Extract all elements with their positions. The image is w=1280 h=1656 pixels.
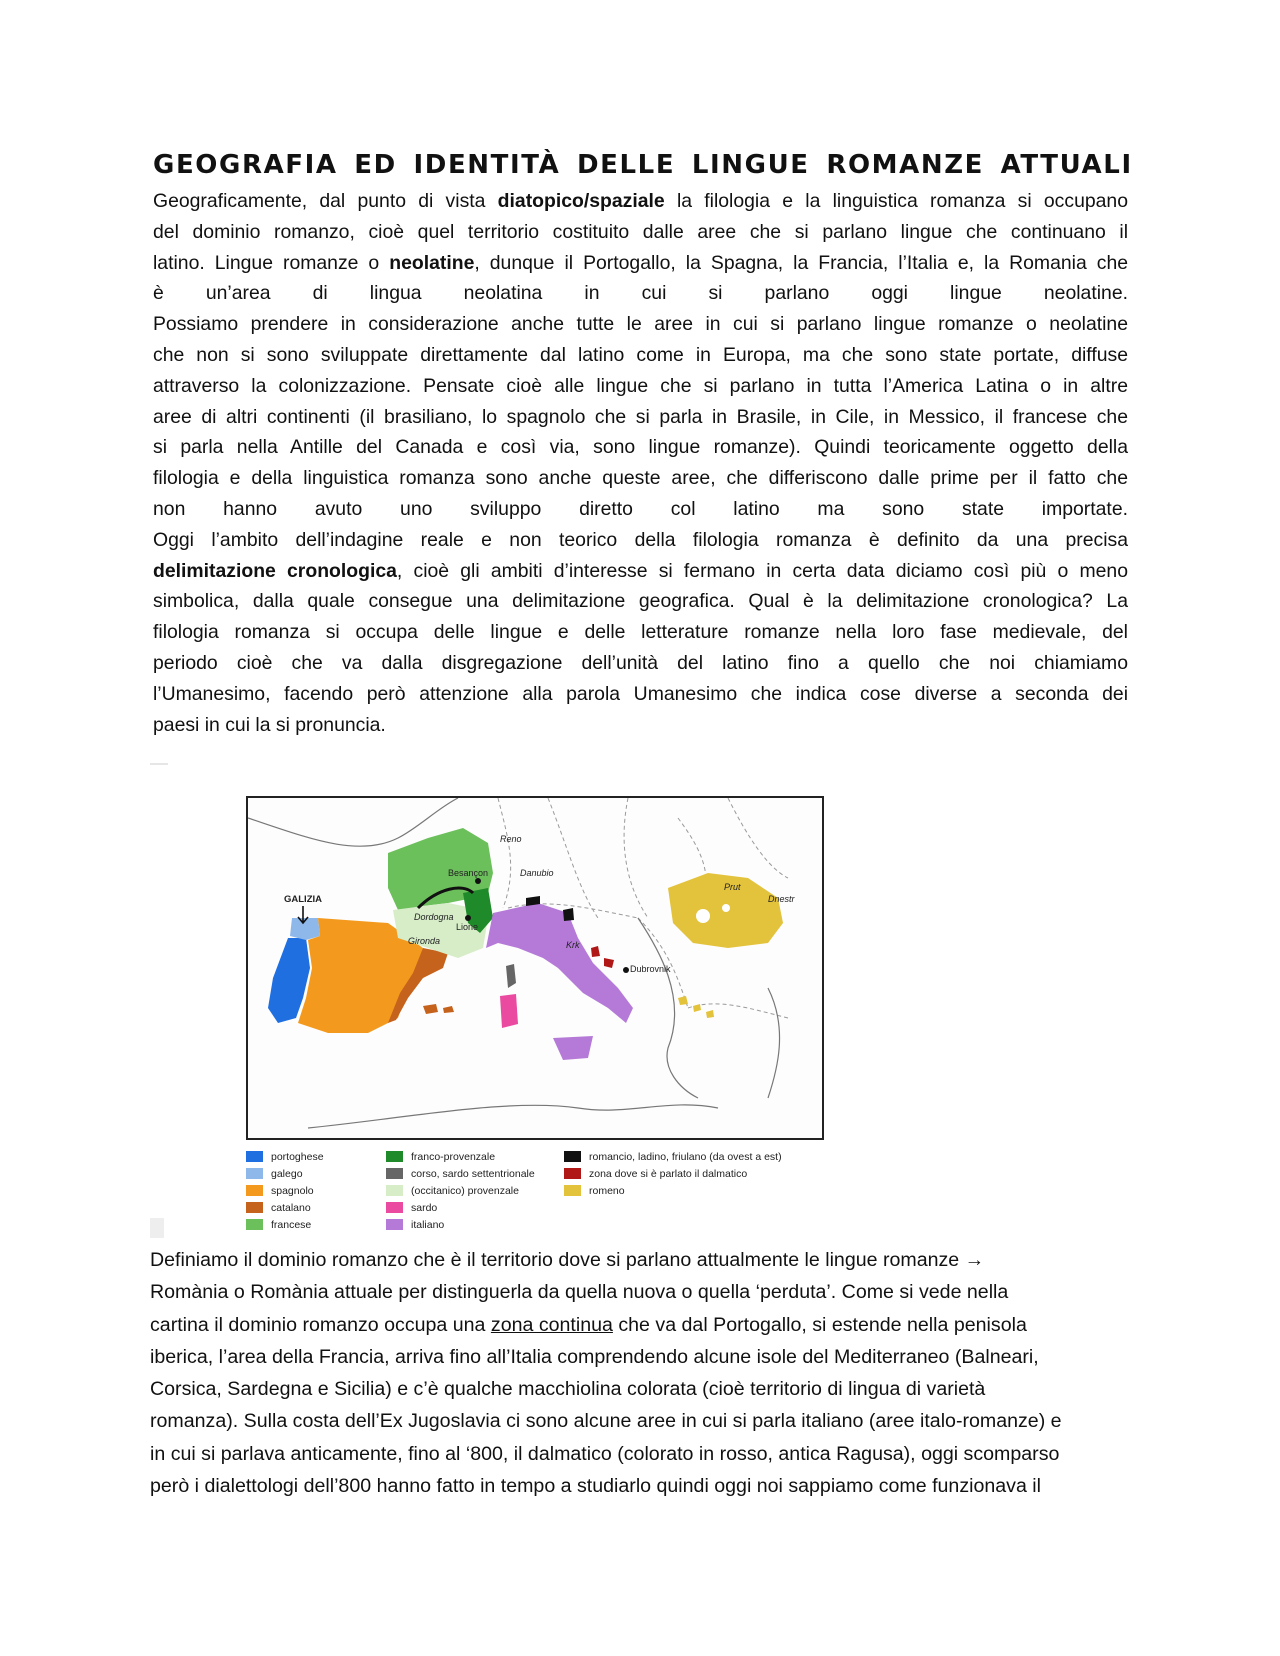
label-galizia: GALIZIA — [284, 894, 322, 905]
intro-paragraph — [153, 186, 1128, 740]
map-blank-area — [696, 909, 710, 923]
text-line: del dominio romanzo, cioè quel territorio costituito dalle aree che si parlano lingue che continuano il — [153, 220, 1128, 243]
region-romeno-islands — [678, 996, 714, 1018]
label-krk: Krk — [566, 940, 580, 950]
legend-swatch — [246, 1151, 263, 1162]
legend-swatch — [246, 1168, 263, 1179]
map-image — [246, 796, 824, 1140]
bold-term: neolatine — [389, 251, 475, 274]
legend-swatch — [386, 1202, 403, 1213]
legend-swatch — [246, 1202, 263, 1213]
legend-swatch — [386, 1219, 403, 1230]
legend-column — [564, 1148, 782, 1199]
legend-item: francese — [246, 1216, 324, 1233]
text-line: romanza). Sulla costa dell’Ex Jugoslavia ci sono alcune aree in cui si parla italiano (aree italo-romanze) e — [150, 1410, 1062, 1433]
bold-term: diatopico/spaziale — [497, 190, 665, 212]
legend-swatch — [246, 1219, 263, 1230]
text-line: filologia romanza si occupa delle lingue e delle letterature romanze nella loro fase medievale, del — [153, 621, 1128, 644]
map-drawing — [248, 798, 822, 1138]
legend-swatch — [386, 1185, 403, 1196]
label-prut: Prut — [724, 882, 741, 892]
bold-term: delimitazione cronologica — [153, 559, 397, 582]
label-dordogna: Dordogna — [414, 912, 454, 922]
legend-swatch — [386, 1168, 403, 1179]
text-line: Definiamo il dominio romanzo che è il territorio dove si parlano attualmente le lingue romanze → — [150, 1249, 985, 1271]
label-dubrovnik: Dubrovnik — [630, 964, 671, 974]
legend-item: spagnolo — [246, 1182, 324, 1199]
text-line: latino. Lingue romanze o neolatine, dunque il Portogallo, la Spagna, la Francia, l’Italia e, la Romania che — [153, 251, 1129, 274]
text-line: si parla nella Antille del Canada e così via, sono lingue romanze). Quindi teoricamente oggetto della — [153, 436, 1128, 459]
region-italiano-sicily — [553, 1036, 593, 1060]
legend-swatch — [564, 1168, 581, 1179]
legend-item: franco-provenzale — [386, 1148, 535, 1165]
region-catalano-islands — [423, 1004, 454, 1014]
label-dnestr: Dnestr — [768, 894, 795, 904]
label-danubio: Danubio — [520, 868, 554, 878]
legend-swatch — [564, 1185, 581, 1196]
romance-languages-map — [150, 760, 830, 1240]
text-line: però i dialettologi dell’800 hanno fatto in tempo a studiarlo quindi oggi noi sappiamo come funzionava il — [150, 1475, 1042, 1498]
text-line: che non si sono sviluppate direttamente dal latino come in Europa, ma che sono state portate, diffuse — [153, 343, 1128, 366]
legend-swatch — [246, 1185, 263, 1196]
legend-item: zona dove si è parlato il dalmatico — [564, 1165, 782, 1182]
region-corso — [506, 964, 516, 988]
legend-item: galego — [246, 1165, 324, 1182]
legend-item: portoghese — [246, 1148, 324, 1165]
text-line: l’Umanesimo, facendo però attenzione alla parola Umanesimo che indica cose diverse a seconda dei — [153, 682, 1128, 705]
text-line: delimitazione cronologica, cioè gli ambiti d’interesse si fermano in certa data diciamo così più o meno — [153, 559, 1128, 582]
legend-item: italiano — [386, 1216, 535, 1233]
text-line: Romània o Romània attuale per distinguerla da quella nuova o quella ‘perduta’. Come si vede nella — [150, 1281, 1009, 1304]
text-line: filologia e della linguistica romanza sono anche queste aree, che differiscono dalle prime per il fatto che — [153, 467, 1128, 490]
legend-column — [386, 1148, 535, 1233]
text-line: paesi in cui la si pronuncia. — [153, 713, 386, 736]
label-reno: Reno — [500, 834, 522, 844]
text-line: aree di altri continenti (il brasiliano, lo spagnolo che si parla in Brasile, in Cile, in Messico, il francese che — [153, 405, 1128, 428]
label-besancon: Besançon — [448, 868, 489, 878]
text-line: simbolica, dalla quale consegue una delimitazione geografica. Qual è la delimitazione cronologica? La — [153, 590, 1128, 613]
legend-item: romeno — [564, 1182, 782, 1199]
city-dot-besancon — [475, 878, 481, 884]
text-line: periodo cioè che va dalla disgregazione dell’unità del latino fino a quello che noi chiamiamo — [153, 651, 1128, 674]
text-line: Oggi l’ambito dell’indagine reale e non teorico della filologia romanza è definito da una precisa — [153, 528, 1128, 551]
map-legend — [246, 1148, 826, 1238]
legend-swatch — [564, 1151, 581, 1162]
label-lione: Lione — [456, 922, 479, 932]
second-paragraph — [150, 1244, 1130, 1502]
text-line: Corsica, Sardegna e Sicilia) e c’è qualche macchiolina colorata (cioè territorio di lingua di varietà — [150, 1378, 986, 1401]
legend-item: sardo — [386, 1199, 535, 1216]
legend-item: catalano — [246, 1199, 324, 1216]
text-line: non hanno avuto uno sviluppo diretto col latino ma sono state importate. — [153, 497, 1128, 520]
legend-item: (occitanico) provenzale — [386, 1182, 535, 1199]
legend-item: corso, sardo settentrionale — [386, 1165, 535, 1182]
underlined-term: zona continua — [490, 1313, 613, 1336]
text-line: in cui si parlava anticamente, fino al ‘800, il dalmatico (colorato in rosso, antica Ragusa), oggi scomparso — [150, 1442, 1060, 1465]
text-line: cartina il dominio romanzo occupa una zona continua che va dal Portogallo, si estende nella penisola — [150, 1313, 1027, 1336]
legend-column — [246, 1148, 324, 1233]
legend-item: romancio, ladino, friulano (da ovest a est) — [564, 1148, 782, 1165]
city-dot-lione — [465, 915, 471, 921]
map-blank-area — [722, 904, 730, 912]
text-line: Geograficamente, dal punto di vista diatopico/spaziale la filologia e la linguistica romanza si occupano — [153, 190, 1128, 212]
text-line: attraverso la colonizzazione. Pensate cioè alle lingue che si parlano in tutta l’America Latina o in altre — [153, 374, 1128, 397]
text-line: è un’area di lingua neolatina in cui si parlano oggi lingue neolatine. — [153, 282, 1128, 305]
city-dot-dubrovnik — [623, 967, 629, 973]
label-gironda: Gironda — [408, 936, 441, 946]
text-line: iberica, l’area della Francia, arriva fino all’Italia comprendendo alcune isole del Mediterraneo (Balneari, — [150, 1345, 1039, 1368]
legend-swatch — [386, 1151, 403, 1162]
region-sardo — [500, 994, 518, 1028]
text-line: Possiamo prendere in considerazione anche tutte le aree in cui si parlano lingue romanze o neolatine — [153, 313, 1128, 336]
page-title: GEOGRAFIA ED IDENTITÀ DELLE LINGUE ROMANZE ATTUALI — [153, 150, 1133, 180]
